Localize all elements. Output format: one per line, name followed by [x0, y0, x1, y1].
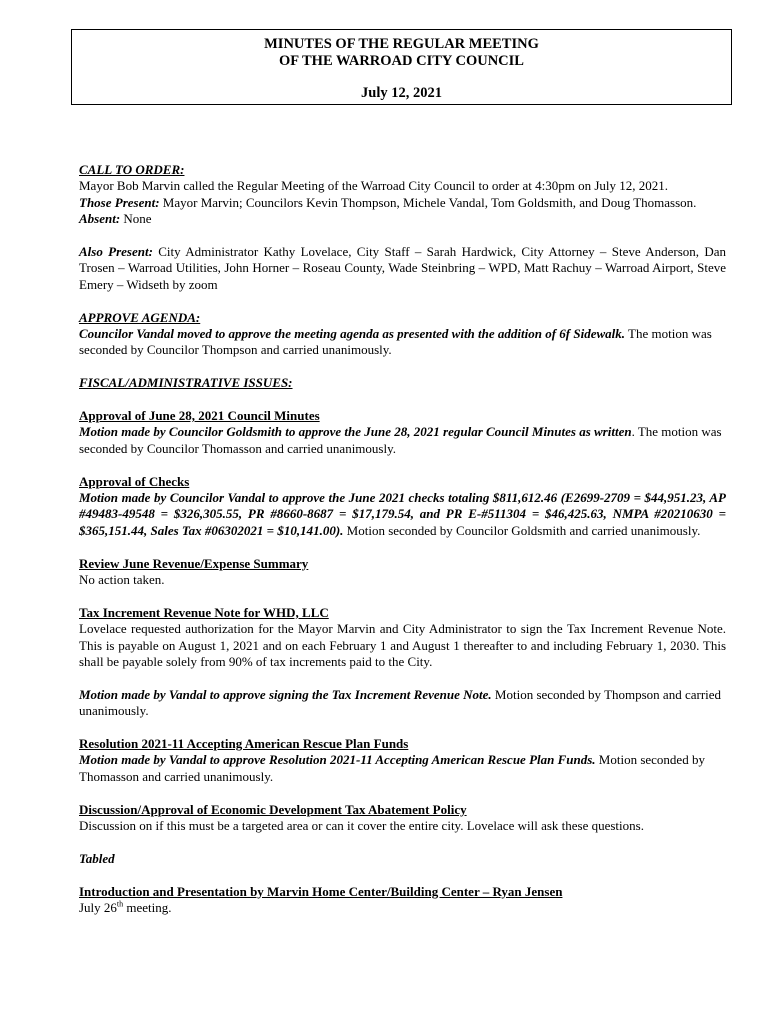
checks-approval-motion: Motion made by Councilor Vandal to approve the June 2021 checks totaling $811,612.46 (E2699-2709 = $44,951.23, AP #49483-49548 = $326,305.55, PR #8660-8687 = $17,179.54, and PR E-#511304 = $46,425.63, NMPA #20210630 = $365,151.44, Sales Tax #06302021 = $10,141.00). [79, 490, 726, 538]
intro-section [79, 884, 726, 917]
resolution-heading: Resolution 2021-11 Accepting American Rescue Plan Funds [79, 736, 409, 752]
absent-text: None [120, 211, 152, 227]
tif-motion-paragraph [79, 687, 726, 720]
minutes-approval-motion: Motion made by Councilor Goldsmith to approve the June 28, 2021 regular Council Minutes as written [79, 424, 632, 440]
tif-motion: Motion made by Vandal to approve signing the Tax Increment Revenue Note. [79, 686, 492, 702]
call-to-order-heading: CALL TO ORDER: [79, 162, 185, 177]
title-box [71, 29, 732, 105]
also-present-text: City Administrator Kathy Lovelace, City Staff – Sarah Hardwick, City Attorney – Steve Anderson, Dan Trosen – Warroad Utilities, John Horner – Roseau County, Wade Steinbring – WPD, Matt Rachuy – Warroad Airport, Steve Emery – Widseth by zoom [79, 244, 726, 292]
meeting-date: July 12, 2021 [361, 85, 442, 101]
approve-agenda-section [79, 310, 726, 359]
absent-paragraph [79, 211, 726, 227]
tif-motion-section [79, 687, 726, 720]
call-to-order-section [79, 162, 726, 228]
present-label: Those Present: [79, 194, 160, 210]
approve-agenda-heading: APPROVE AGENDA: [79, 309, 201, 325]
call-to-order-text: Mayor Bob Marvin called the Regular Meeting of the Warroad City Council to order at 4:30pm on July 12, 2021. [79, 178, 669, 194]
approve-agenda-paragraph [79, 326, 726, 359]
intro-paragraph [79, 900, 726, 916]
also-present-section [79, 244, 726, 293]
intro-sup: th [116, 899, 124, 909]
checks-approval-paragraph [79, 490, 726, 539]
title-line-2: OF THE WARROAD CITY COUNCIL [279, 53, 524, 69]
intro-text-b: meeting. [123, 900, 172, 916]
intro-text-a: July 26 [79, 900, 117, 916]
tax-abatement-heading: Discussion/Approval of Economic Development Tax Abatement Policy [79, 801, 467, 817]
absent-label: Absent: [79, 211, 121, 227]
present-paragraph [79, 195, 726, 211]
tif-heading: Tax Increment Revenue Note for WHD, LLC [79, 604, 329, 620]
tabled-label: Tabled [79, 850, 115, 866]
also-present-paragraph [79, 244, 726, 293]
present-text: Mayor Marvin; Councilors Kevin Thompson, Michele Vandal, Tom Goldsmith, and Doug Thomasson. [159, 194, 697, 210]
revenue-summary-section [79, 556, 726, 589]
checks-approval-heading: Approval of Checks [79, 473, 190, 489]
also-present-label: Also Present: [79, 244, 153, 260]
minutes-approval-text: . The motion was seconded by Councilor Thomasson and carried unanimously. [79, 424, 722, 456]
checks-approval-text: Motion seconded by Councilor Goldsmith and carried unanimously. [343, 522, 701, 538]
resolution-section [79, 736, 726, 785]
tif-text: Lovelace requested authorization for the Mayor Marvin and City Administrator to sign the Tax Increment Revenue Note. This is payable on August 1, 2021 and on each February 1 and August 1 thereafter to and including February 1, 2030. This shall be payable solely from 90% of tax increments paid to the City. [79, 621, 726, 670]
minutes-body [79, 162, 726, 933]
tabled-section [79, 851, 726, 867]
revenue-summary-heading: Review June Revenue/Expense Summary [79, 555, 309, 571]
tax-abatement-text: Discussion on if this must be a targeted area or can it cover the entire city. Lovelace will ask these questions. [79, 818, 644, 834]
intro-heading: Introduction and Presentation by Marvin Home Center/Building Center – Ryan Jensen [79, 883, 563, 899]
resolution-text: Motion seconded by Thomasson and carried unanimously. [79, 752, 705, 784]
revenue-summary-text: No action taken. [79, 572, 165, 588]
fiscal-heading: FISCAL/ADMINISTRATIVE ISSUES: [79, 375, 293, 391]
fiscal-section-heading-block [79, 375, 726, 391]
minutes-approval-paragraph [79, 424, 726, 457]
title-line-1: MINUTES OF THE REGULAR MEETING [264, 36, 539, 52]
minutes-approval-section [79, 408, 726, 457]
tif-motion-text: Motion seconded by Thompson and carried unanimously. [79, 686, 722, 719]
checks-approval-section [79, 474, 726, 540]
resolution-motion: Motion made by Vandal to approve Resolution 2021-11 Accepting American Rescue Plan Funds. [79, 752, 596, 768]
resolution-paragraph [79, 752, 726, 785]
tax-abatement-section [79, 802, 726, 835]
approve-agenda-motion: Councilor Vandal moved to approve the meeting agenda as presented with the addition of 6f Sidewalk. [79, 326, 626, 342]
tif-section [79, 605, 726, 671]
minutes-approval-heading: Approval of June 28, 2021 Council Minutes [79, 408, 320, 424]
approve-agenda-text: The motion was seconded by Councilor Thompson and carried unanimously. [79, 326, 712, 358]
